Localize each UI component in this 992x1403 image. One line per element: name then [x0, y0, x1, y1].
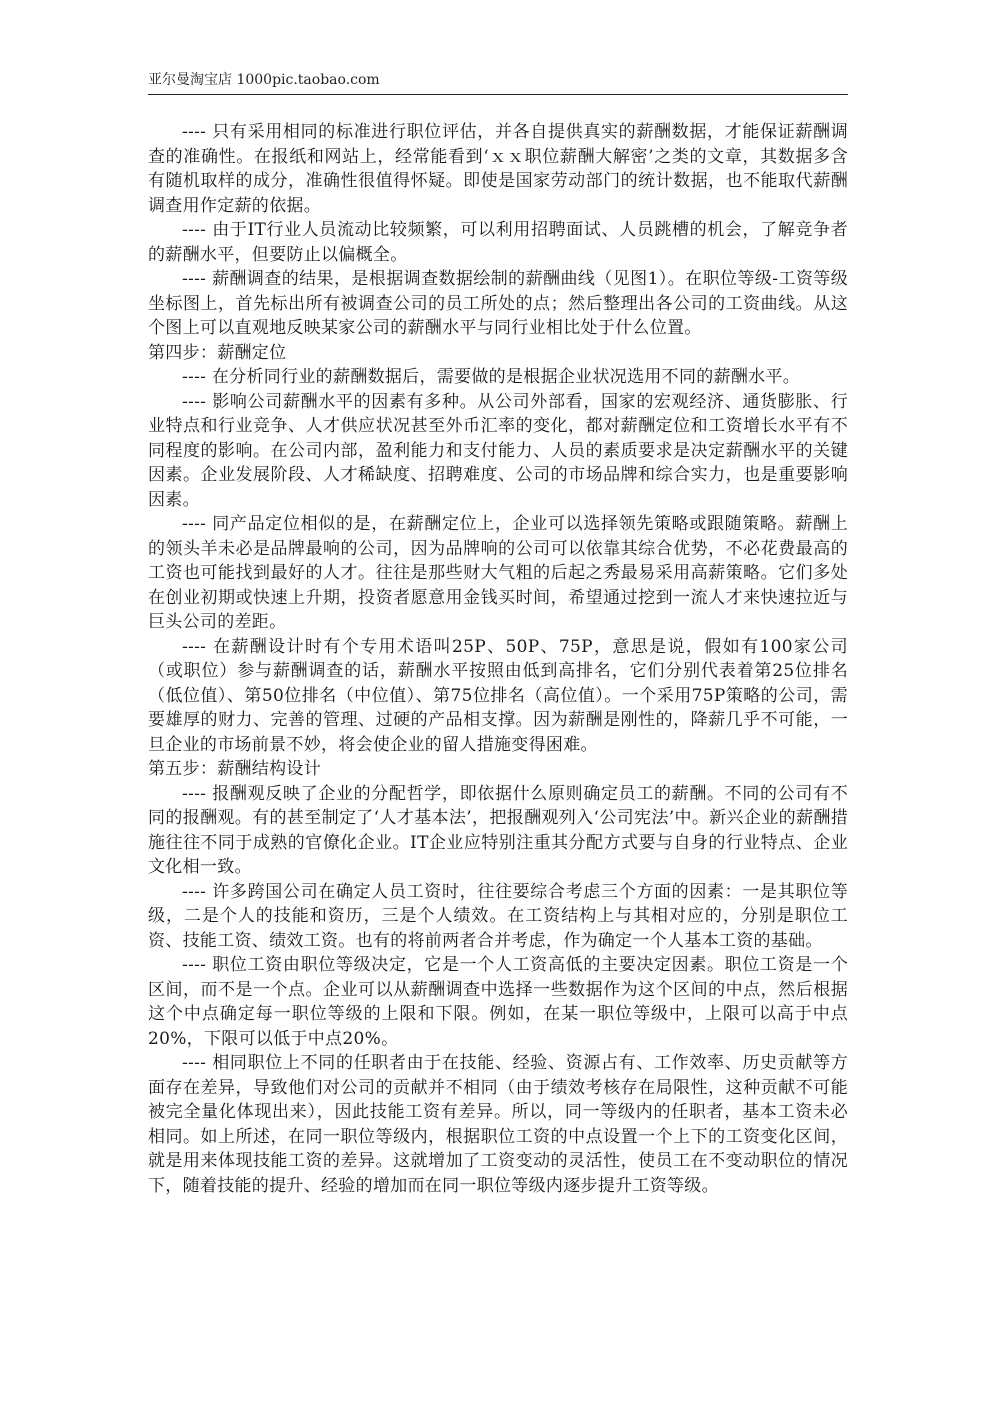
section-heading: 第四步：薪酬定位: [148, 342, 287, 363]
section-heading: 第五步：薪酬结构设计: [148, 759, 321, 779]
paragraph: ---- 相同职位上不同的任职者由于在技能、经验、资源占有、工作效率、历史贡献等方面存在差异，导致他们对公司的贡献并不相同（由于绩效考核存在局限性，这种贡献不可能被完全量化体现出来），因此技能工资有差异。所以，同一等级内的任职者，基本工资未必相同。如上所述，在同一职位等级内，根据职位工资的中点设置一个上下的工资变化区间，就是用来体现技能工资的差异。这就增加了工资变动的灵活性，使员工在不变动职位的情况下，随着技能的提升、经验的增加而在同一职位等级内逐步提升工资等级。: [148, 1053, 848, 1196]
paragraph: ---- 职位工资由职位等级决定，它是一个人工资高低的主要决定因素。职位工资是一个区间，而不是一个点。企业可以从薪酬调查中选择一些数据作为这个区间的中点，然后根据这个中点确定每一职位等级的上限和下限。例如，在某一职位等级中，上限可以高于中点20%，下限可以低于中点20%。: [148, 955, 848, 1049]
paragraph: ---- 影响公司薪酬水平的因素有多种。从公司外部看，国家的宏观经济、通货膨胀、行业特点和行业竞争、人才供应状况甚至外币汇率的变化，都对薪酬定位和工资增长水平有不同程度的影响。在公司内部，盈利能力和支付能力、人员的素质要求是决定薪酬水平的关键因素。企业发展阶段、人才稀缺度、招聘难度、公司的市场品牌和综合实力，也是重要影响因素。: [148, 391, 848, 510]
paragraph: ---- 同产品定位相似的是，在薪酬定位上，企业可以选择领先策略或跟随策略。薪酬上的领头羊未必是品牌最响的公司，因为品牌响的公司可以依靠其综合优势，不必花费最高的工资也可能找到最好的人才。往往是那些财大气粗的后起之秀最易采用高薪策略。它们多处在创业初期或快速上升期，投资者愿意用金钱买时间，希望通过挖到一流人才来快速拉近与巨头公司的差距。: [148, 514, 848, 632]
paragraph: ---- 在薪酬设计时有个专用术语叫25P、50P、75P，意思是说，假如有100家公司（或职位）参与薪酬调查的话，薪酬水平按照由低到高排名，它们分别代表着第25位排名（低位值）、第50位排名（中位值）、第75位排名（高位值）。一个采用75P策略的公司，需要雄厚的财力、完善的管理、过硬的产品相支撑。因为薪酬是刚性的，降薪几乎不可能，一旦企业的市场前景不妙，将会使企业的留人措施变得困难。: [148, 636, 848, 755]
header-text: 亚尔曼淘宝店 1000pic.taobao.com: [148, 72, 380, 88]
paragraph: ---- 在分析同行业的薪酬数据后，需要做的是根据企业状况选用不同的薪酬水平。: [182, 367, 801, 387]
document-body: [148, 120, 848, 1198]
paragraph: ---- 只有采用相同的标准进行职位评估，并各自提供真实的薪酬数据，才能保证薪酬调查的准确性。在报纸和网站上，经常能看到‘ｘｘ职位薪酬大解密’之类的文章，其数据多含有随机取样的成分，准确性很值得怀疑。即使是国家劳动部门的统计数据，也不能取代薪酬调查用作定薪的依据。: [148, 122, 848, 216]
paragraph: ---- 由于IT行业人员流动比较频繁，可以利用招聘面试、人员跳槽的机会，了解竞争者的薪酬水平，但要防止以偏概全。: [148, 220, 848, 265]
paragraph: ---- 报酬观反映了企业的分配哲学，即依据什么原则确定员工的薪酬。不同的公司有不同的报酬观。有的甚至制定了‘人才基本法’，把报酬观列入‘公司宪法’中。新兴企业的薪酬措施往往不同于成熟的官僚化企业。IT企业应特别注重其分配方式要与自身的行业特点、企业文化相一致。: [148, 783, 848, 877]
paragraph: ---- 薪酬调查的结果，是根据调查数据绘制的薪酬曲线（见图1）。在职位等级-工资等级坐标图上，首先标出所有被调查公司的员工所处的点；然后整理出各公司的工资曲线。从这个图上可以直观地反映某家公司的薪酬水平与同行业相比处于什么位置。: [148, 269, 848, 338]
paragraph: ---- 许多跨国公司在确定人员工资时，往往要综合考虑三个方面的因素：一是其职位等级，二是个人的技能和资历，三是个人绩效。在工资结构上与其相对应的，分别是职位工资、技能工资、绩效工资。也有的将前两者合并考虑，作为确定一个人基本工资的基础。: [148, 881, 848, 951]
page-header: [148, 70, 848, 95]
